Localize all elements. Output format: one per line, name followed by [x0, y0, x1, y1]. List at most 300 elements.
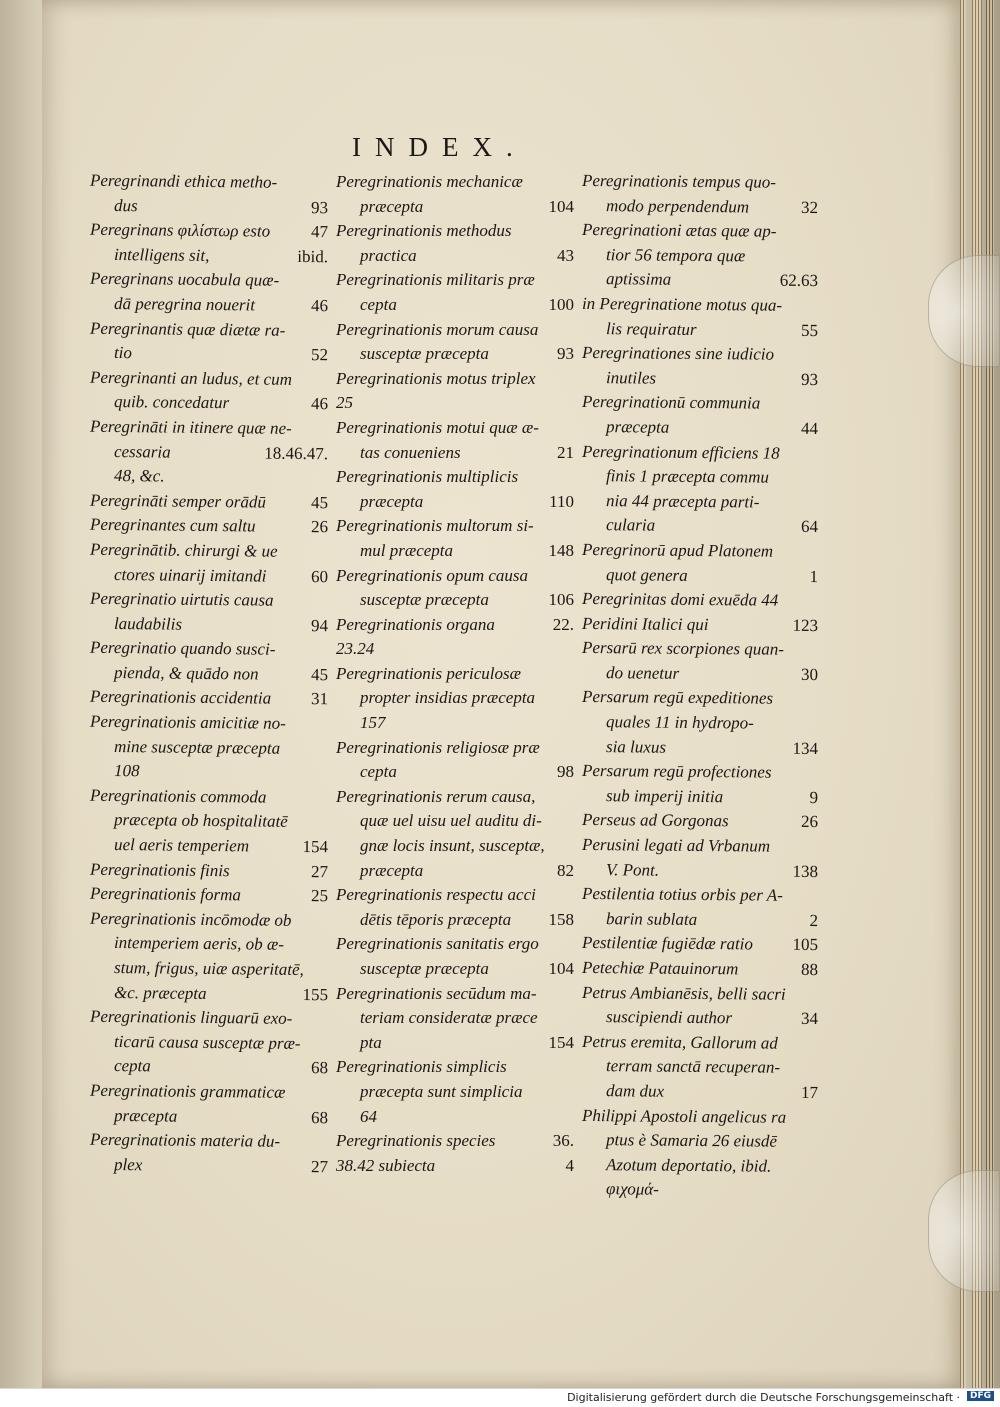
entry-text: inutiles [605, 367, 657, 388]
index-entry [336, 391, 574, 416]
entry-text: cepta [360, 762, 397, 782]
index-entry [582, 858, 818, 885]
page-reference: 62.63 [779, 271, 819, 291]
entry-text: 48, &c. [113, 466, 165, 486]
entry-text: præcepta [605, 417, 670, 437]
index-entry [582, 390, 818, 417]
index-entry [90, 907, 328, 934]
page-reference: 148 [548, 540, 574, 560]
index-entry [336, 957, 574, 982]
index-entry [336, 1031, 574, 1056]
page-reference: 2 [809, 910, 819, 930]
index-entry [582, 538, 818, 565]
page-reference: 30 [800, 664, 819, 684]
entry-text: quib. concedatur [113, 392, 230, 413]
page-reference: 110 [549, 491, 574, 511]
index-entry [582, 784, 818, 811]
index-entry [336, 711, 574, 736]
index-entry [90, 316, 328, 343]
index-entry [336, 809, 574, 834]
index-entry [582, 759, 818, 786]
entry-text: V. Pont. [605, 859, 660, 880]
index-entry [90, 759, 328, 786]
entry-text: Peregrinationis grammaticæ [89, 1080, 286, 1102]
page-reference: 26 [800, 812, 819, 832]
page-reference: 93 [557, 344, 574, 364]
entry-text: Azotum deportatio, ibid. [605, 1154, 772, 1176]
index-entry [336, 564, 574, 589]
index-entry [90, 587, 328, 614]
index-entry [336, 908, 574, 933]
entry-text: cepta [360, 294, 397, 314]
index-entry [90, 980, 328, 1007]
index-entry [582, 366, 818, 393]
entry-text: cepta [113, 1056, 151, 1076]
index-entry [90, 218, 328, 245]
entry-text: Peregrinationum efficiens 18 [581, 441, 780, 463]
index-entry [90, 366, 328, 393]
entry-text: Peridini Italici qui [581, 613, 709, 634]
index-entry [336, 982, 574, 1007]
entry-text: pienda, & quādo non [113, 662, 259, 684]
entry-text: finis 1 præcepta commu [605, 466, 769, 487]
index-entry [582, 808, 818, 835]
index-entry [582, 710, 818, 737]
index-entry [90, 538, 328, 565]
entry-text: Perseus ad Gorgonas [581, 810, 729, 831]
index-entry [90, 1030, 328, 1057]
entry-text: præcepta [360, 491, 424, 511]
entry-text: Peregrinationis rerum causa, [336, 786, 536, 806]
entry-text: terram sanctā recuperan- [605, 1056, 781, 1078]
entry-text: præcepta [360, 196, 424, 216]
entry-text: susceptæ præcepta [360, 959, 489, 978]
index-entry [90, 1128, 328, 1155]
entry-text: mine susceptæ præcepta [113, 736, 281, 758]
index-entry [90, 1079, 328, 1106]
page-reference: 45 [310, 492, 329, 512]
entry-text: susceptæ præcepta [360, 344, 489, 364]
index-entry [582, 1153, 818, 1180]
index-entry [336, 637, 574, 662]
index-entry [336, 1006, 574, 1031]
index-entry [582, 1104, 818, 1131]
index-column-3 [582, 170, 818, 1203]
index-entry [582, 415, 818, 442]
page-reference: 104 [548, 959, 574, 978]
entry-text: Peregrinationis militaris præ [336, 270, 535, 290]
entry-text: 64 [360, 1106, 377, 1126]
page-reference: 154 [548, 1032, 574, 1052]
page-reference: 158 [548, 909, 574, 929]
entry-text: Perusini legati ad Vrbanum [581, 835, 771, 856]
index-entry [582, 833, 818, 860]
index-entry [582, 267, 818, 294]
index-entry [336, 932, 574, 957]
index-entry [90, 341, 328, 368]
entry-text: Peregrinationis species [336, 1131, 496, 1151]
entry-text: Peregrinationis linguarū exo- [89, 1006, 293, 1029]
entry-text: practica [360, 245, 417, 265]
index-entry [336, 318, 574, 343]
entry-text: Peregrinationū communia [581, 392, 761, 413]
index-entry [336, 834, 574, 859]
entry-text: Peregrinationis motui quæ æ- [336, 417, 539, 437]
entry-text: Petrus Ambianēsis, belli sacri [581, 982, 786, 1004]
entry-text: Pestilentiæ fugiēdæ ratio [581, 933, 754, 954]
index-entry [90, 1153, 328, 1180]
index-entry [582, 735, 818, 762]
page-reference: 100 [548, 294, 574, 314]
page-reference: 21 [557, 442, 574, 462]
page-reference: 46 [310, 394, 329, 414]
index-entry [90, 464, 328, 491]
index-entry [336, 195, 574, 220]
entry-text: Pestilentia totius orbis per A- [581, 884, 783, 905]
page-reference: 27 [310, 1156, 329, 1176]
entry-text: Peregrinationis accidentia [89, 687, 272, 709]
index-entry [582, 661, 818, 688]
index-entry [90, 611, 328, 638]
index-entry [582, 1177, 818, 1204]
page-reference: 26 [310, 517, 329, 537]
index-entry [582, 636, 818, 663]
index-entry [582, 169, 818, 196]
entry-text: sia luxus [605, 736, 667, 757]
entry-text: Peregrinantes cum saltu [89, 515, 256, 536]
entry-text: Persarū rex scorpiones quan- [581, 638, 785, 660]
entry-text: ticarū causa susceptæ præ- [113, 1031, 301, 1053]
index-entry [582, 1079, 818, 1106]
index-entry [90, 710, 328, 737]
page-reference: 22. [552, 614, 574, 634]
entry-text: 25 [336, 393, 353, 413]
page-reference: 60 [310, 566, 329, 586]
entry-text: 108 [113, 761, 140, 781]
entry-text: laudabilis [113, 613, 183, 634]
index-entry [336, 293, 574, 318]
entry-text: præcepta ob hospitalitatē [113, 810, 288, 832]
index-column-1 [90, 170, 328, 1178]
entry-text: plex [113, 1154, 143, 1175]
index-entry [582, 562, 818, 589]
index-entry [90, 931, 328, 958]
page-reference: 44 [800, 418, 819, 438]
index-entry [90, 390, 328, 417]
index-entry [582, 907, 818, 934]
page-reference: 104 [548, 196, 574, 216]
index-entry [90, 808, 328, 835]
entry-text: Peregrināti in itinere quæ ne- [89, 416, 292, 438]
index-entry [336, 219, 574, 244]
entry-text: Peregrinationis incōmodæ ob [89, 908, 292, 930]
entry-text: suscipiendi author [605, 1007, 733, 1028]
entry-text: dam dux [605, 1081, 665, 1101]
index-entry [90, 243, 328, 270]
index-entry [582, 685, 818, 712]
entry-text: Philippi Apostoli angelicus ra [581, 1105, 787, 1127]
entry-text: Peregrināti semper orādū [89, 490, 267, 512]
page-title: INDEX. [352, 132, 527, 162]
index-entry [336, 1080, 574, 1105]
index-entry [90, 562, 328, 589]
entry-text: Peregrinationis methodus [336, 221, 512, 241]
index-entry [336, 441, 574, 466]
entry-text: tio [113, 343, 133, 363]
index-entry [336, 1154, 574, 1179]
page-reference: 123 [792, 615, 819, 635]
entry-text: præcepta [113, 1105, 178, 1126]
entry-text: φιχομά- [605, 1179, 659, 1199]
index-entry [582, 981, 818, 1008]
entry-text: ctores uinarij imitandi [113, 564, 267, 586]
page-reference: 52 [310, 345, 329, 365]
index-entry [582, 464, 818, 491]
entry-text: Peregrinatio uirtutis causa [89, 588, 274, 610]
entry-text: 157 [360, 713, 386, 733]
entry-text: Peregrinationis periculosæ [336, 663, 521, 683]
entry-text: Peregrinationis simplicis [336, 1057, 507, 1077]
page-reference: 94 [310, 615, 329, 635]
entry-text: 38.42 subiecta [336, 1155, 436, 1175]
page-reference: 98 [557, 762, 574, 782]
entry-text: Petechiæ Patauinorum [581, 957, 739, 979]
entry-text: tas conueniens [360, 442, 461, 462]
index-entry [582, 317, 818, 344]
page-reference: 138 [792, 861, 819, 881]
entry-text: aptissima [605, 269, 672, 290]
entry-text: Peregrinationis forma [89, 883, 242, 905]
index-entry [582, 218, 818, 245]
scanner-clip [928, 1170, 1000, 1292]
index-entry [336, 514, 574, 539]
entry-text: cularia [605, 515, 656, 535]
entry-text: Peregrinationis mechanicæ [336, 172, 523, 191]
index-entry [582, 612, 818, 639]
entry-text: nia 44 præcepta parti- [605, 490, 760, 512]
page-reference: 134 [792, 738, 819, 758]
index-entry [90, 833, 328, 860]
entry-text: Peregrinationis secūdum ma- [336, 983, 537, 1003]
entry-text: Peregrinationis finis [89, 859, 230, 880]
index-entry [336, 490, 574, 515]
entry-text: dā peregrina nouerit [113, 293, 256, 315]
entry-text: Persarum regū expeditiones [581, 687, 774, 709]
entry-text: dētis tēporis præcepta [360, 909, 512, 929]
page-reference: 17 [800, 1082, 819, 1102]
page-reference: 55 [800, 320, 819, 340]
index-entry [90, 488, 328, 515]
entry-text: Peregrinationis tempus quo- [581, 170, 776, 192]
index-entry [90, 193, 328, 220]
entry-text: Peregrinationis respectu acci [336, 885, 536, 905]
index-entry [336, 588, 574, 613]
index-entry [582, 292, 818, 319]
index-entry [336, 244, 574, 269]
page-reference: 34 [800, 1009, 819, 1029]
index-entry [336, 416, 574, 441]
page-reference: 47 [310, 222, 329, 242]
index-entry [90, 661, 328, 688]
entry-text: susceptæ præcepta [360, 590, 489, 610]
index-entry [582, 194, 818, 221]
page-reference: 68 [310, 1058, 329, 1078]
index-entry [336, 883, 574, 908]
index-entry [90, 882, 328, 909]
entry-text: Peregrinationis materia du- [89, 1129, 281, 1151]
entry-text: Peregrinationis religiosæ præ [336, 737, 540, 757]
page-reference: 154 [302, 837, 329, 857]
index-entry [90, 636, 328, 663]
entry-text: Peregrinationis multorum si- [336, 516, 534, 536]
footer-credit: Digitalisierung gefördert durch die Deutsche Forschungsgemeinschaft · [567, 1391, 960, 1404]
page-reference: 45 [310, 664, 329, 685]
entry-text: in Peregrinatione motus qua- [581, 293, 783, 315]
entry-text: Peregrinationis organa [336, 614, 495, 634]
entry-text: pta [360, 1032, 382, 1052]
entry-text: intelligens sit, [113, 244, 210, 265]
entry-text: Peregrinandi ethica metho- [89, 170, 278, 192]
page-reference: 68 [310, 1107, 329, 1127]
entry-text: Peregrinationis multiplicis [336, 467, 519, 487]
index-entry [336, 367, 574, 392]
page-reference: 43 [557, 245, 574, 265]
entry-text: Petrus eremita, Gallorum ad [581, 1031, 778, 1053]
entry-text: Peregrinationis motus triplex [336, 368, 536, 388]
index-entry [336, 1055, 574, 1080]
entry-text: Peregrinationis morum causa [336, 319, 539, 339]
page-reference: 25 [310, 886, 329, 906]
page-reference: 106 [548, 590, 574, 610]
index-entry [336, 736, 574, 761]
entry-text: Peregrinantis quæ diætæ ra- [89, 318, 286, 340]
entry-text: tior 56 tempora quæ [605, 244, 746, 266]
index-entry [90, 734, 328, 761]
page-reference: 46 [310, 296, 329, 316]
entry-text: dus [113, 195, 138, 215]
entry-text: do uenetur [605, 663, 680, 683]
entry-text: ptus è Samaria 26 eiusdē [605, 1130, 778, 1151]
entry-text: &c. præcepta [113, 982, 207, 1003]
entry-text: mul præcepta [360, 540, 454, 560]
index-entry [336, 613, 574, 638]
index-entry [582, 243, 818, 270]
entry-text: cessaria [113, 441, 171, 462]
page-reference: 36. [552, 1131, 574, 1151]
index-entry [582, 341, 818, 368]
index-entry [90, 1054, 328, 1081]
index-entry [90, 169, 328, 196]
page-reference: 93 [800, 369, 819, 389]
entry-text: Peregrinans uocabula quæ- [89, 269, 280, 291]
page-reference: 64 [800, 517, 819, 537]
entry-text: Peregrinationes sine iudicio [581, 343, 775, 364]
index-entry [90, 685, 328, 712]
page-reference: 82 [557, 860, 574, 880]
entry-text: Persarum regū profectiones [581, 761, 772, 782]
entry-text: Peregrinans φιλίστωρ esto [89, 219, 271, 241]
page-reference: 32 [800, 197, 819, 217]
index-entry [336, 342, 574, 367]
index-entry [336, 268, 574, 293]
index-entry [582, 882, 818, 909]
index-entry [90, 857, 328, 884]
entry-text: 23.24 [336, 639, 375, 659]
index-entry [582, 1030, 818, 1057]
page-reference: 27 [310, 861, 329, 881]
entry-text: quales 11 in hydropo- [605, 712, 754, 733]
entry-text: Peregrinatio quando susci- [89, 638, 276, 659]
index-entry [582, 587, 818, 614]
page-reference: ibid. [297, 246, 329, 267]
entry-text: sub imperij initia [605, 786, 724, 807]
page-reference: 4 [565, 1155, 574, 1175]
entry-text: uel aeris temperiem [113, 835, 250, 856]
entry-text: intemperiem aeris, ob æ- [113, 933, 285, 955]
index-column-2 [336, 170, 574, 1178]
index-entry [90, 1103, 328, 1130]
dfg-logo: DFG [967, 1391, 994, 1401]
entry-text: modo perpendendum [605, 195, 750, 217]
entry-text: quot genera [605, 564, 688, 585]
index-entry [336, 1105, 574, 1130]
index-entry [90, 292, 328, 319]
entry-text: Peregrinanti an ludus, et cum [89, 367, 293, 389]
page-reference: 88 [800, 959, 819, 980]
index-entry [582, 513, 818, 540]
page-reference: 31 [310, 689, 329, 709]
index-entry [90, 415, 328, 442]
index-entry [90, 956, 328, 983]
page-reference: 9 [809, 787, 819, 807]
index-entry [582, 1128, 818, 1155]
index-entry [582, 489, 818, 516]
index-entry [336, 539, 574, 564]
index-entry [90, 784, 328, 811]
entry-text: Peregrinitas domi exuēda 44 [581, 589, 779, 610]
index-entry [336, 686, 574, 711]
entry-text: propter insidias præcepta [360, 688, 536, 708]
entry-text: barin sublata [605, 908, 698, 929]
index-entry [336, 785, 574, 810]
entry-text: Peregrinationis sanitatis ergo [336, 934, 539, 954]
index-entry [582, 1005, 818, 1032]
index-entry [336, 1129, 574, 1154]
index-entry [582, 931, 818, 958]
entry-text: Peregrinationis commoda [89, 785, 267, 807]
index-entry [336, 170, 574, 195]
index-entry [336, 859, 574, 884]
page-reference: 1 [809, 566, 819, 586]
entry-text: quæ uel uisu uel auditu di- [360, 811, 542, 831]
entry-text: lis requiratur [605, 318, 697, 339]
entry-text: Peregrinātib. chirurgi & ue [89, 539, 278, 561]
entry-text: Peregrinationis amicitiæ no- [89, 711, 286, 733]
page-reference: 155 [302, 984, 329, 1004]
index-entry [90, 267, 328, 294]
index-entry [336, 465, 574, 490]
entry-text: teriam consideratæ præce [360, 1008, 538, 1028]
entry-text: gnæ locis insunt, susceptæ, [360, 836, 545, 856]
index-entry [90, 513, 328, 540]
index-entry [90, 1005, 328, 1032]
index-entry [582, 1054, 818, 1081]
index-entry [336, 662, 574, 687]
entry-text: præcepta [360, 860, 424, 880]
page-reference: 18.46.47. [264, 443, 329, 463]
entry-text: Peregrinationis opum causa [336, 565, 529, 585]
page-reference: 93 [310, 197, 329, 217]
